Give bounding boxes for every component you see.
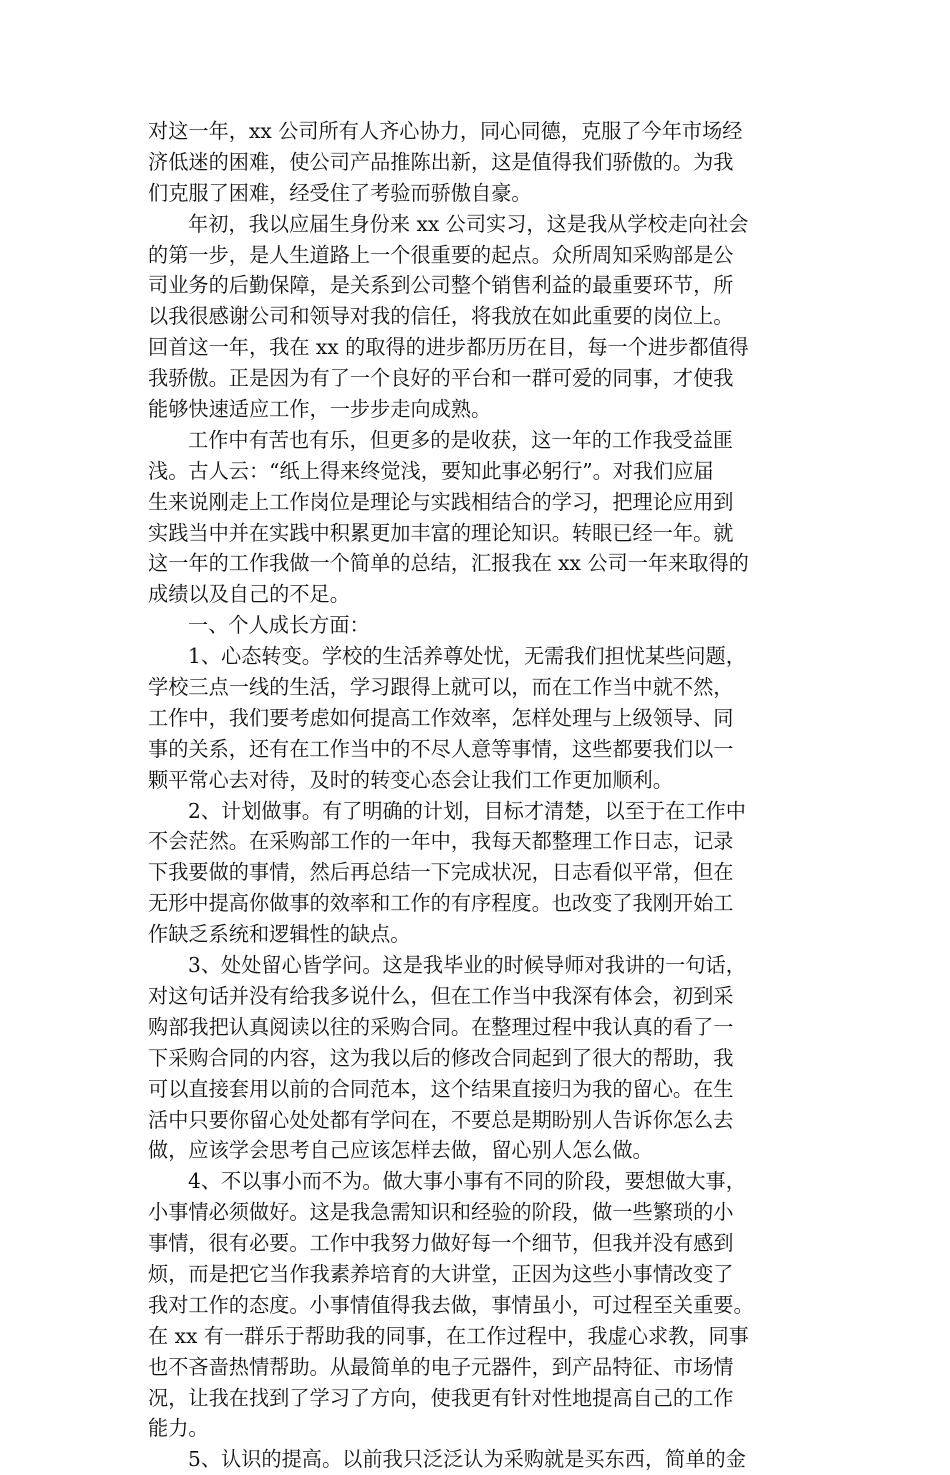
text-line: 年初，我以应届生身份来 xx 公司实习，这是我从学校走向社会 xyxy=(188,211,749,236)
text-line: 工作中有苦也有乐，但更多的是收获，这一年的工作我受益匪 xyxy=(188,427,734,452)
text-line: 在 xx 有一群乐于帮助我的同事，在工作过程中，我虚心求教，同事 xyxy=(148,1323,749,1348)
text-line: 一、个人成长方面： xyxy=(188,613,370,638)
text-line: 能够快速适应工作，一步步走向成熟。 xyxy=(148,397,492,422)
text-line: 回首这一年，我在 xx 的取得的进步都历历在目，每一个进步都值得 xyxy=(148,335,749,360)
text-line: 工作中，我们要考虑如何提高工作效率，怎样处理与上级领导、同 xyxy=(148,705,734,730)
text-line: 事情，很有必要。工作中我努力做好每一个细节，但我并没有感到 xyxy=(148,1231,734,1256)
text-line: 活中只要你留心处处都有学问在，不要总是期盼别人告诉你怎么去 xyxy=(148,1107,734,1132)
text-line: 的第一步，是人生道路上一个很重要的起点。众所周知采购部是公 xyxy=(148,242,734,267)
text-line: 2、计划做事。有了明确的计划，目标才清楚，以至于在工作中 xyxy=(188,798,746,823)
text-line: 烦，而是把它当作我素养培育的大讲堂，正因为这些小事情改变了 xyxy=(148,1261,734,1286)
text-line: 不会茫然。在采购部工作的一年中，我每天都整理工作日志，记录 xyxy=(148,829,734,854)
text-line: 实践当中并在实践中积累更加丰富的理论知识。转眼已经一年。就 xyxy=(148,520,734,545)
text-line: 对这句话并没有给我多说什么，但在工作当中我深有体会，初到采 xyxy=(148,983,734,1008)
text-line: 能力。 xyxy=(148,1416,209,1441)
document-page xyxy=(148,116,808,1475)
text-line: 对这一年，xx 公司所有人齐心协力，同心同德，克服了今年市场经 xyxy=(148,119,743,143)
text-line: 们克服了困难，经受住了考验而骄傲自豪。 xyxy=(148,180,532,205)
text-line: 生来说刚走上工作岗位是理论与实践相结合的学习，把理论应用到 xyxy=(148,489,734,514)
text-line: 我骄傲。正是因为有了一个良好的平台和一群可爱的同事，才使我 xyxy=(148,366,734,391)
text-line: 做，应该学会思考自己应该怎样去做，留心别人怎么做。 xyxy=(148,1138,653,1163)
document-body xyxy=(148,116,808,1475)
text-line: 也不吝啬热情帮助。从最简单的电子元器件，到产品特征、市场情 xyxy=(148,1354,734,1379)
text-line: 3、处处留心皆学问。这是我毕业的时候导师对我讲的一句话， xyxy=(188,953,746,978)
text-line: 5、认识的提高。以前我只泛泛认为采购就是买东西，简单的金 xyxy=(188,1447,746,1472)
text-line: 我对工作的态度。小事情值得我去做，事情虽小，可过程至关重要。 xyxy=(148,1292,754,1317)
text-line: 浅。古人云：“纸上得来终觉浅，要知此事必躬行”。对我们应届 xyxy=(148,458,714,483)
text-line: 下我要做的事情，然后再总结一下完成状况，日志看似平常，但在 xyxy=(148,860,734,885)
text-line: 购部我把认真阅读以往的采购合同。在整理过程中我认真的看了一 xyxy=(148,1014,734,1039)
text-line: 作缺乏系统和逻辑性的缺点。 xyxy=(148,922,411,947)
text-line: 这一年的工作我做一个简单的总结，汇报我在 xx 公司一年来取得的 xyxy=(148,551,749,576)
text-line: 4、不以事小而不为。做大事小事有不同的阶段，要想做大事， xyxy=(188,1169,746,1194)
text-line: 事的关系，还有在工作当中的不尽人意等事情，这些都要我们以一 xyxy=(148,736,734,761)
text-line: 颗平常心去对待，及时的转变心态会让我们工作更加顺利。 xyxy=(148,767,673,792)
text-line: 成绩以及自己的不足。 xyxy=(148,582,350,607)
text-line: 以我很感谢公司和领导对我的信任，将我放在如此重要的岗位上。 xyxy=(148,304,734,329)
text-line: 下采购合同的内容，这为我以后的修改合同起到了很大的帮助，我 xyxy=(148,1045,734,1070)
text-line: 学校三点一线的生活，学习跟得上就可以，而在工作当中就不然， xyxy=(148,675,734,700)
text-line: 司业务的后勤保障，是关系到公司整个销售利益的最重要环节，所 xyxy=(148,273,734,298)
text-line: 无形中提高你做事的效率和工作的有序程度。也改变了我刚开始工 xyxy=(148,891,734,916)
text-line: 可以直接套用以前的合同范本，这个结果直接归为我的留心。在生 xyxy=(148,1076,734,1101)
text-line: 况，让我在找到了学习了方向，使我更有针对性地提高自己的工作 xyxy=(148,1385,734,1410)
text-line: 济低迷的困难，使公司产品推陈出新，这是值得我们骄傲的。为我 xyxy=(148,149,734,174)
text-line: 1、心态转变。学校的生活养尊处忧，无需我们担忧某些问题， xyxy=(188,644,746,669)
text-line: 小事情必须做好。这是我急需知识和经验的阶段，做一些繁琐的小 xyxy=(148,1200,734,1225)
